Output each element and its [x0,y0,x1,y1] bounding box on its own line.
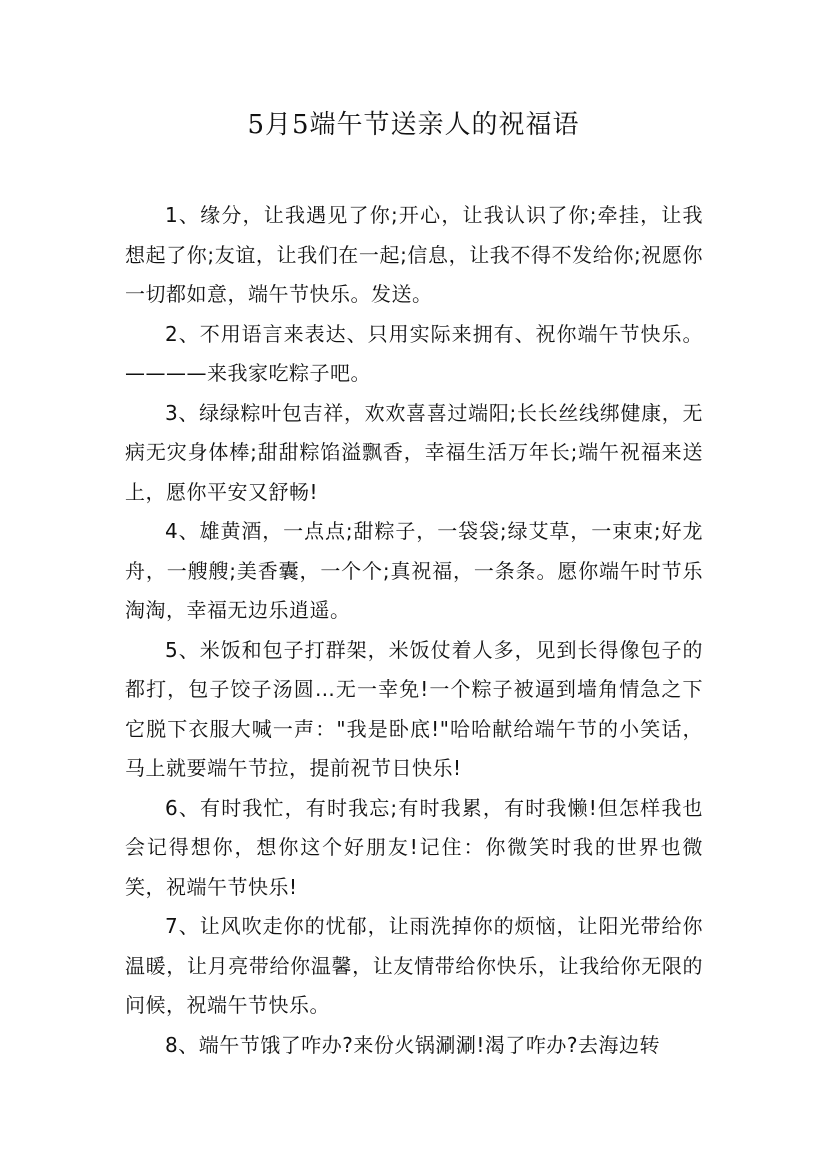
paragraph-6: 6、有时我忙，有时我忘;有时我累，有时我懒!但怎样我也会记得想你，想你这个好朋友!记住：你微笑时我的世界也微笑，祝端午节快乐! [125,795,703,899]
paragraph-3: 3、绿绿粽叶包吉祥，欢欢喜喜过端阳;长长丝线绑健康，无病无灾身体棒;甜甜粽馅溢飘香，幸福生活万年长;端午祝福来送上，愿你平安又舒畅! [125,400,703,504]
paragraph-1: 1、缘分，让我遇见了你;开心，让我认识了你;牵挂，让我想起了你;友谊，让我们在一起;信息，让我不得不发给你;祝愿你一切都如意，端午节快乐。发送。 [125,203,703,306]
paragraph-4: 4、雄黄酒，一点点;甜粽子，一袋袋;绿艾草，一束束;好龙舟，一艘艘;美香囊，一个个;真祝福，一条条。愿你端午时节乐淘淘，幸福无边乐逍遥。 [125,519,703,622]
paragraph-2: 2、不用语言来表达、只用实际来拥有、祝你端午节快乐。————来我家吃粽子吧。 [125,321,703,385]
document-body [125,196,703,1065]
paragraph-8: 8、端午节饿了咋办?来份火锅涮涮!渴了咋办?去海边转 [165,1032,660,1057]
paragraph-7: 7、让风吹走你的忧郁，让雨洗掉你的烦恼，让阳光带给你温暖，让月亮带给你温馨，让友情带给你快乐，让我给你无限的问候，祝端午节快乐。 [125,914,703,1017]
document-title: 5月5端午节送亲人的祝福语 [247,110,580,140]
paragraph-5: 5、米饭和包子打群架，米饭仗着人多，见到长得像包子的都打，包子饺子汤圆…无一幸免!一个粽子被逼到墙角情急之下它脱下衣服大喊一声："我是卧底!"哈哈献给端午节的小笑话，马上就要端午节拉，提前祝节日快乐! [125,637,703,780]
